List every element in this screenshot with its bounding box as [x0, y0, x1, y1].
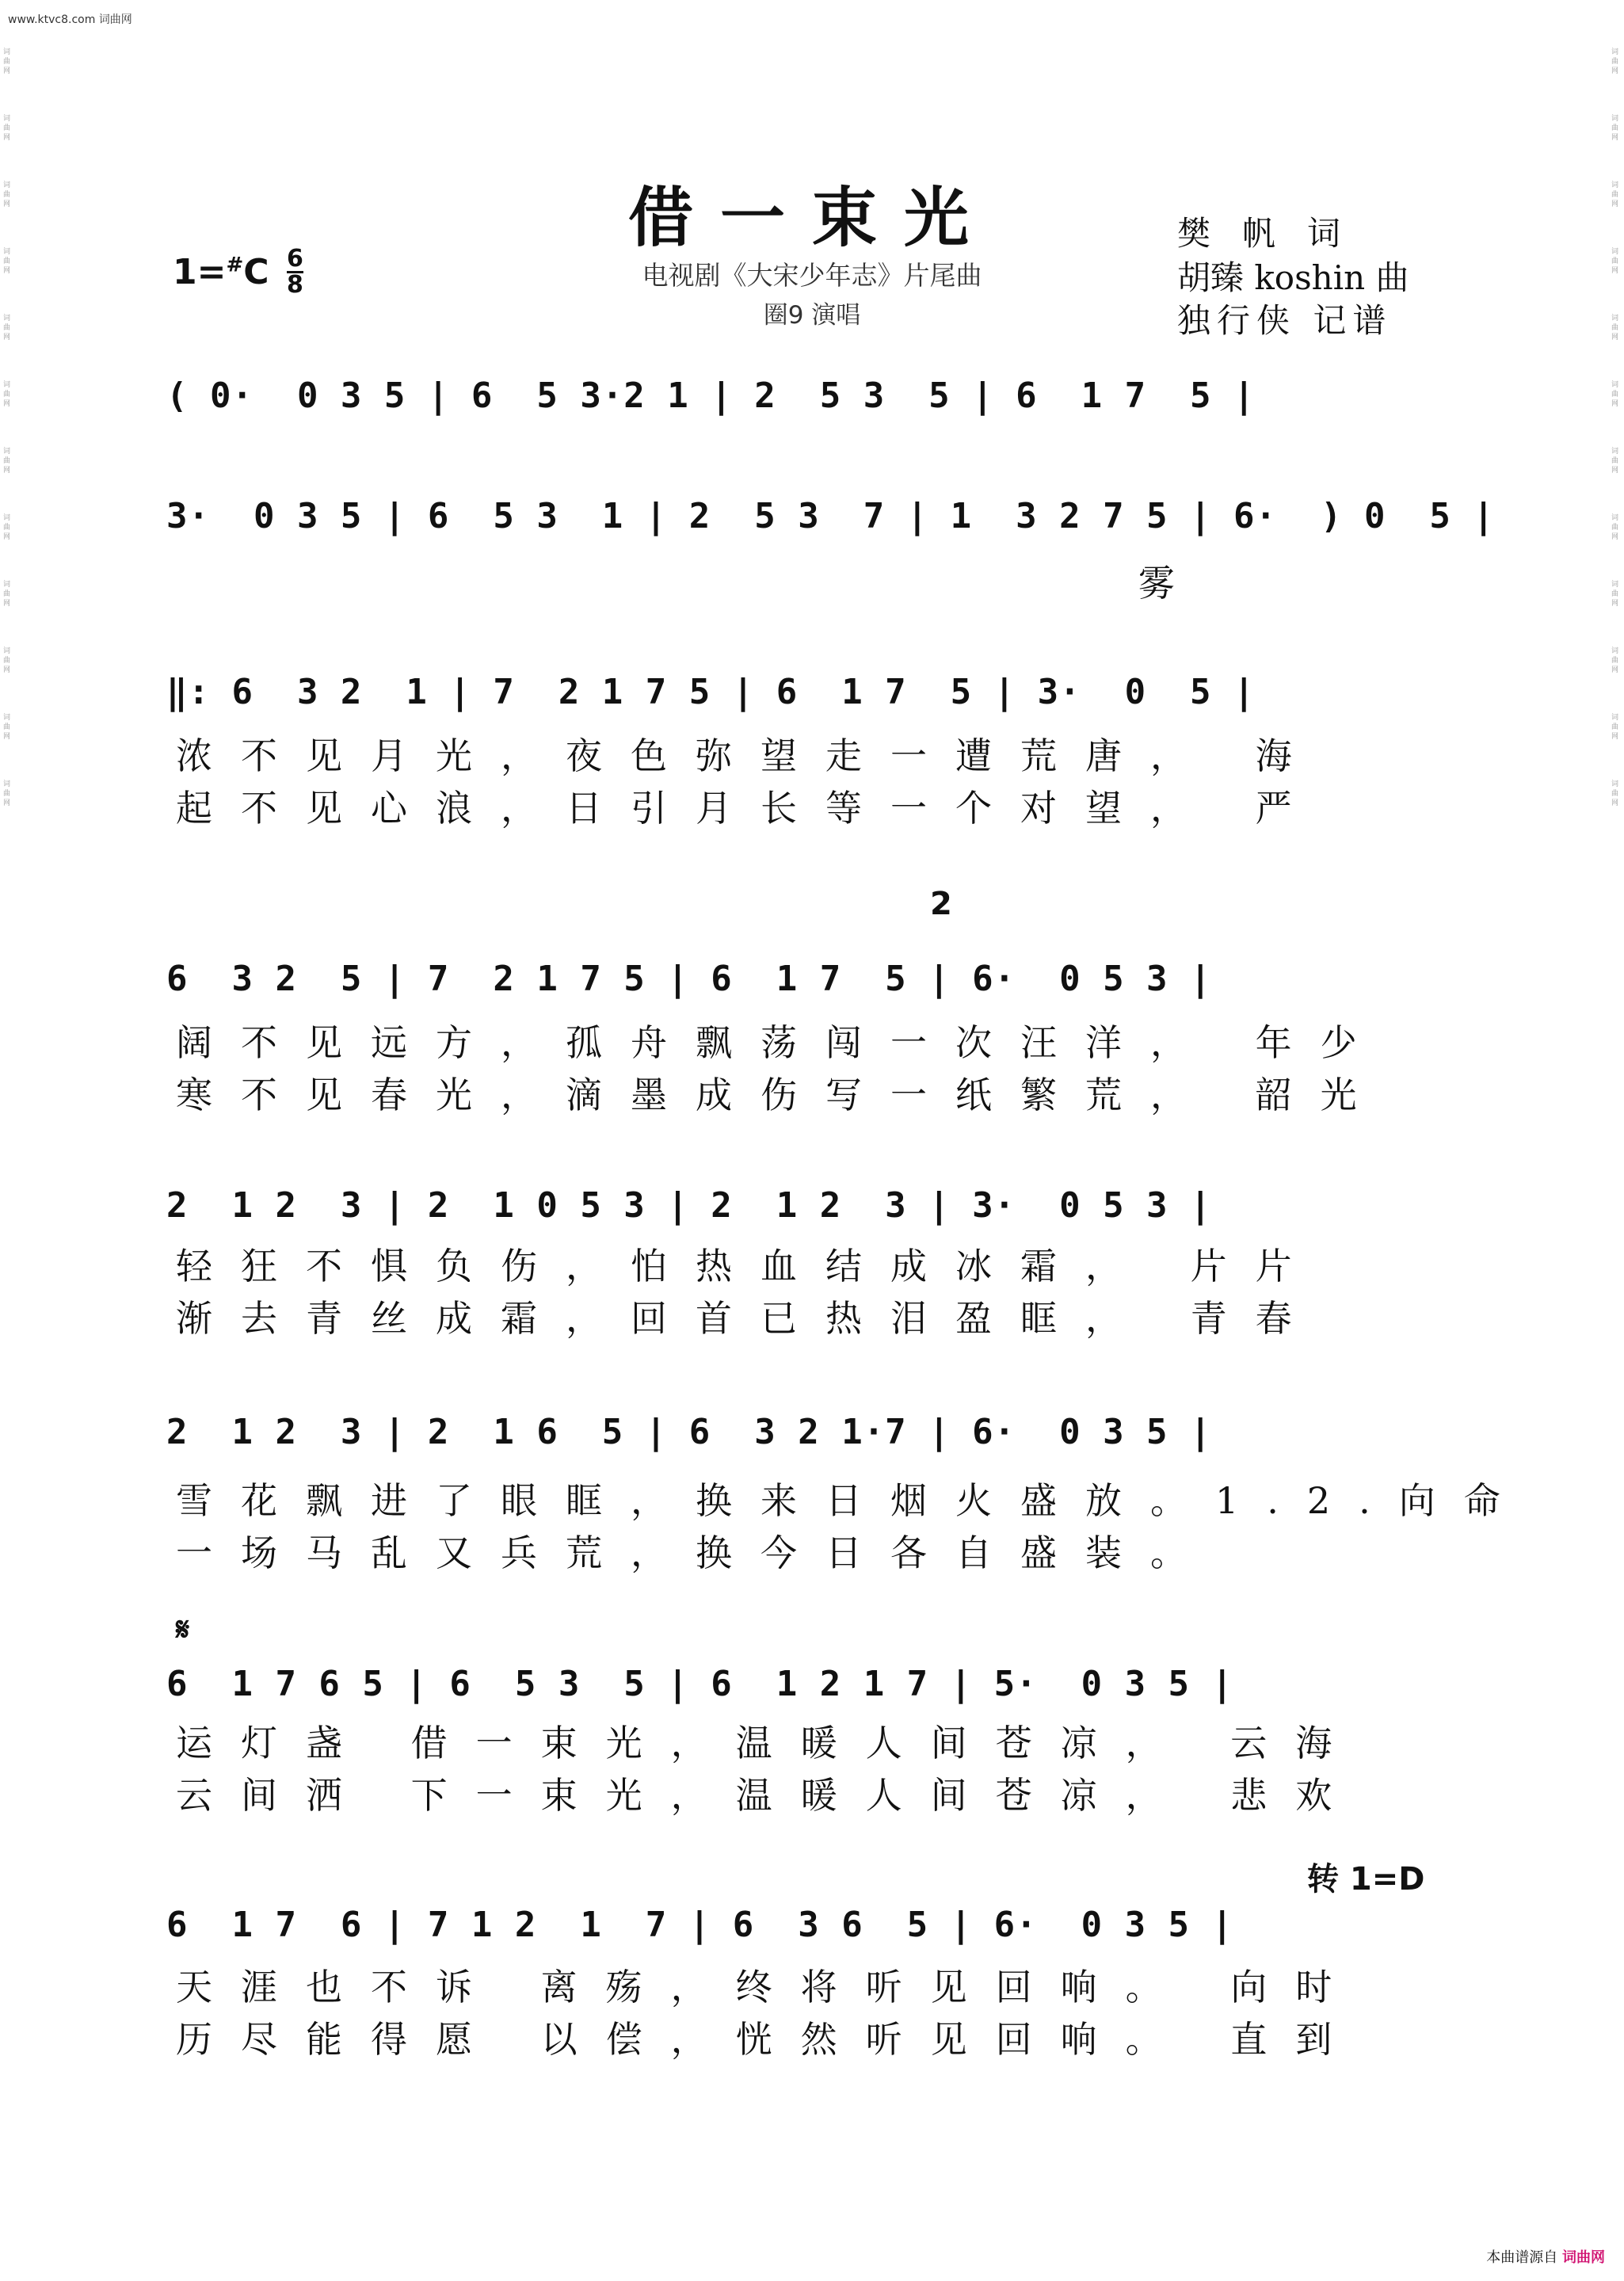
song-title: 借一束光 [627, 180, 996, 256]
lyric-line: 轻狂不惧负伤，怕热血结成冰霜， 片片 [176, 1245, 1321, 1287]
watermark: www.ktvc8.com 词曲网 [8, 13, 132, 26]
lyricist-credit: 樊帆词 [1177, 214, 1373, 253]
score-line-5: 2 1 2 3 | 2 1 0 5 3 | 2 1 2 3 | 3· 0 5 3 | [166, 1185, 1212, 1226]
lyric-line: 一场马乱又兵荒，换今日各自盛装。 [176, 1531, 1215, 1574]
singer-credit: 圈9 演唱 [763, 301, 861, 330]
lyric-line: 雪花飘进了眼眶，换来日烟火盛放。1.2.向命 [176, 1479, 1529, 1522]
score-line-1: ( 0· 0 3 5 | 6 5 3·2 1 | 2 5 3 5 | 6 1 7 5 | [166, 376, 1256, 416]
transcriber-credit: 独行侠 记谱 [1177, 301, 1393, 340]
score-line-2: 3· 0 3 5 | 6 5 3 1 | 2 5 3 7 | 1 3 2 7 5 | 6· ) 0 5 | [166, 496, 1495, 536]
score-line-7: 6 1 7 6 5 | 6 5 3 5 | 6 1 2 1 7 | 5· 0 3 5 | [166, 1664, 1234, 1704]
lyric-line: 云间洒 下一束光，温暖人间苍凉， 悲欢 [176, 1774, 1361, 1817]
volta-number: 2 [930, 886, 952, 922]
score-line-6: 2 1 2 3 | 2 1 6 5 | 6 3 2 1·7 | 6· 0 3 5 | [166, 1412, 1212, 1452]
score-line-8: 6 1 7 6 | 7 1 2 1 7 | 6 3 6 5 | 6· 0 3 5 | [166, 1905, 1234, 1945]
left-edge-watermark: 词曲网 词曲网 词曲网 词曲网 词曲网 词曲网 词曲网 词曲网 词曲网 词曲网 词曲网 词曲网 [3, 48, 11, 807]
lyric-line: 起不见心浪，日引月长等一个对望， 严 [176, 787, 1321, 830]
lyric-line: 雾 [176, 562, 1203, 605]
score-line-4: 6 3 2 5 | 7 2 1 7 5 | 6 1 7 5 | 6· 0 5 3 | [166, 959, 1212, 999]
lyric-line: 寒不见春光，滴墨成伤写一纸繁荒， 韶光 [176, 1074, 1386, 1116]
segno-sign: 𝄋 [176, 1612, 190, 1648]
time-signature: 6 8 [287, 245, 303, 299]
lyric-line: 渐去青丝成霜，回首已热泪盈眶， 青春 [176, 1297, 1321, 1340]
score-line-3: ‖: 6 3 2 1 | 7 2 1 7 5 | 6 1 7 5 | 3· 0 5 | [166, 672, 1256, 712]
key-signature: 1=#C [173, 252, 269, 292]
lyric-line: 运灯盏 借一束光，温暖人间苍凉， 云海 [176, 1722, 1361, 1764]
composer-credit: 胡臻 koshin 曲 [1177, 258, 1409, 297]
footer-source: 本曲谱源自 词曲网 [1486, 2249, 1605, 2266]
modulation-marking: 转 1=D [1307, 1861, 1425, 1898]
song-subtitle: 电视剧《大宋少年志》片尾曲 [642, 260, 982, 291]
lyric-line: 浓不见月光，夜色弥望走一遭荒唐， 海 [176, 734, 1321, 777]
lyric-line: 天涯也不诉 离殇，终将听见回响。 向时 [176, 1966, 1361, 2008]
right-edge-watermark: 词曲网 词曲网 词曲网 词曲网 词曲网 词曲网 词曲网 词曲网 词曲网 词曲网 词曲网 词曲网 [1611, 48, 1619, 807]
lyric-line: 历尽能得愿 以偿，恍然听见回响。 直到 [176, 2018, 1361, 2061]
lyric-line: 阔不见远方，孤舟飘荡闯一次汪洋， 年少 [176, 1021, 1386, 1064]
